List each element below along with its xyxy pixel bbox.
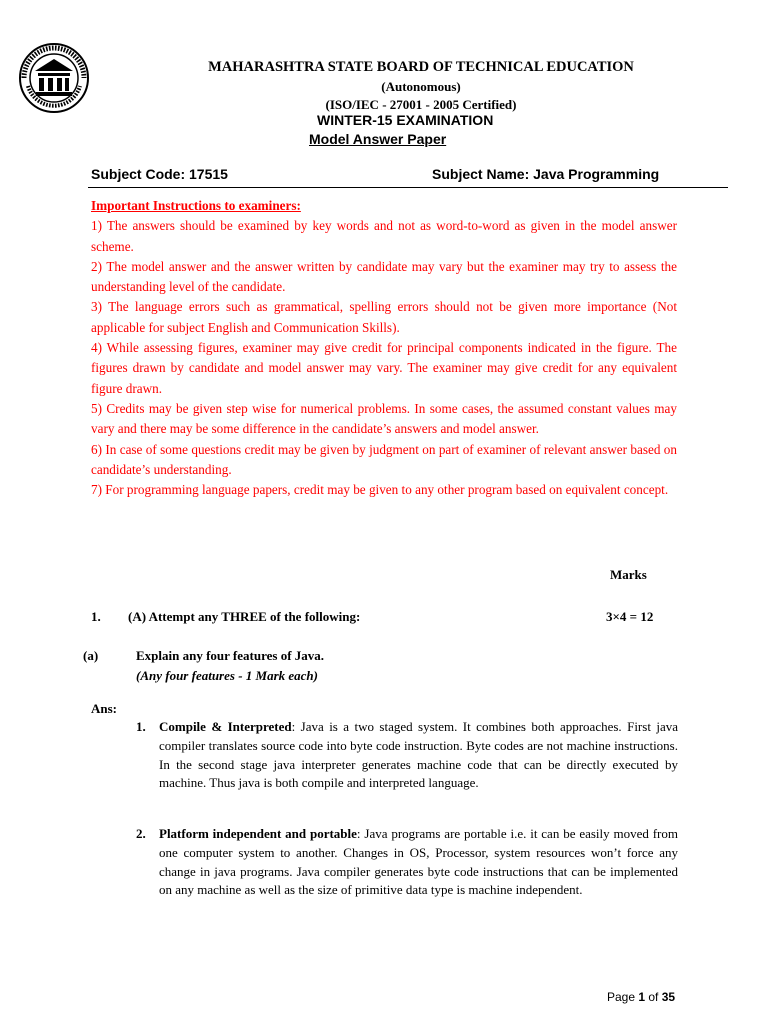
subquestion-label: (a) bbox=[83, 648, 99, 663]
feature-number: 2. bbox=[136, 826, 146, 841]
board-title: MAHARASHTRA STATE BOARD OF TECHNICAL EDUCATION bbox=[208, 59, 634, 75]
feature-text: : Java is a two staged system. It combines both approaches. First java compiler translates source code into byte code instruction. Byte codes are not machine instructions. In the second stage java interpreter generates machine code that can be directly executed by machine. Thus java is both compile and interpreted language. bbox=[159, 719, 679, 791]
answer-label: Ans: bbox=[91, 701, 118, 716]
iso-certification: (ISO/IEC - 27001 - 2005 Certified) bbox=[325, 97, 517, 112]
feature-number: 1. bbox=[136, 719, 146, 734]
subject-divider bbox=[88, 187, 728, 188]
instructions-title: Important Instructions to examiners: bbox=[91, 198, 301, 213]
feature-item bbox=[136, 825, 678, 900]
model-answer-title: Model Answer Paper bbox=[309, 131, 447, 147]
exam-title: WINTER-15 EXAMINATION bbox=[317, 112, 494, 128]
question-marks: 3×4 = 12 bbox=[606, 609, 654, 624]
instruction-item: 4) While assessing figures, examiner may give credit for principal components indicated in the figure. The figures drawn by candidate and model answer may vary. The examiner may give credit for any equivalent figure drawn. bbox=[91, 340, 677, 396]
feature-item bbox=[136, 718, 678, 793]
question-number: 1. bbox=[91, 609, 101, 624]
marking-hint: (Any four features - 1 Mark each) bbox=[136, 668, 318, 683]
subject-code: Subject Code: 17515 bbox=[91, 166, 228, 182]
instruction-item: 5) Credits may be given step wise for numerical problems. In some cases, the assumed constant values may vary and there may be some difference in the candidate’s answers and model answer. bbox=[91, 400, 677, 437]
question-text: (A) Attempt any THREE of the following: bbox=[128, 609, 361, 624]
instruction-item: 1) The answers should be examined by key words and not as word-to-word as given in the model answer scheme. bbox=[91, 218, 677, 254]
instruction-item: 7) For programming language papers, credit may be given to any other program based on equivalent concept. bbox=[91, 482, 669, 498]
instruction-item: 3) The language errors such as grammatical, spelling errors should not be given more importance (Not applicable for subject English and Communication Skills). bbox=[91, 299, 677, 335]
subquestion-text: Explain any four features of Java. bbox=[136, 648, 325, 663]
instruction-item: 6) In case of some questions credit may be given by judgment on part of examiner of relevant answer based on candidate’s understanding. bbox=[91, 441, 677, 477]
feature-text: : Java programs are portable i.e. it can be easily moved from one computer system to another. Changes in OS, Processor, system resources won’t force any change in java programs. Java compiler generates byte code instructions that can be implemented on any machine as well as the size of primitive data type is machine independent. bbox=[159, 826, 679, 898]
feature-title: Platform independent and portable bbox=[159, 826, 357, 841]
subject-name: Subject Name: Java Programming bbox=[432, 166, 660, 182]
autonomous-label: (Autonomous) bbox=[381, 79, 461, 94]
feature-title: Compile & Interpreted bbox=[159, 719, 292, 734]
marks-heading: Marks bbox=[610, 567, 647, 582]
instruction-item: 2) The model answer and the answer written by candidate may vary but the examiner may try to assess the understanding level of the candidate. bbox=[91, 258, 677, 295]
examiner-instructions bbox=[91, 196, 677, 500]
page-number: Page 1 of 35 bbox=[607, 990, 676, 1004]
